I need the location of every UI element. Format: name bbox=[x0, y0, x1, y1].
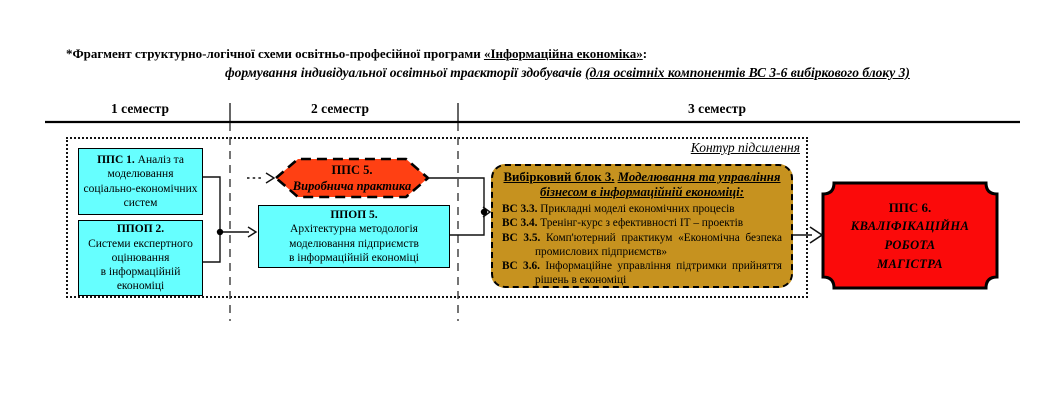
elective-item-3-3 bbox=[502, 202, 782, 216]
elective-block-title-bold: Вибірковий блок 3. bbox=[503, 170, 615, 184]
elective-item-3-5-code: ВС 3.5. bbox=[502, 231, 541, 244]
course-pps6-line3: МАГІСТРА bbox=[877, 256, 943, 271]
semester-3-header: 3 семестр bbox=[688, 101, 746, 116]
course-pps1-code: ППС 1. bbox=[97, 154, 135, 166]
elective-item-3-5 bbox=[502, 231, 782, 259]
elective-block-title-italic: Моделювання та управління бізнесом в інформаційній економіці: bbox=[540, 170, 781, 200]
title-program-name: «Інформаційна економіка» bbox=[483, 46, 643, 61]
course-pps1-text bbox=[82, 153, 199, 210]
semester-1-header: 1 семестр bbox=[111, 101, 169, 116]
course-ppop2-title: Системи експертного оцінювання в інформаційній економіці bbox=[88, 237, 193, 293]
title-text: *Фрагмент структурно-логічної схеми освітньо-професійної програми bbox=[66, 46, 484, 61]
elective-item-3-4-code: ВС 3.4. bbox=[502, 217, 538, 230]
elective-item-3-4 bbox=[502, 216, 782, 230]
elective-item-3-6-code: ВС 3.6. bbox=[502, 260, 540, 273]
title-colon: : bbox=[642, 46, 648, 61]
course-pps5-title: Виробнича практика bbox=[292, 179, 412, 193]
elective-item-3-6 bbox=[502, 259, 782, 287]
course-box-ppop5 bbox=[258, 205, 450, 268]
course-ppop2-text bbox=[82, 222, 199, 293]
course-pps6-line1: КВАЛІФІКАЦІЙНА bbox=[850, 219, 970, 234]
course-pps5-code: ППС 5. bbox=[331, 162, 373, 177]
subtitle-scope: (для освітніх компонентів ВС 3-6 вибіркового блоку 3) bbox=[585, 65, 910, 80]
subtitle-text: формування індивідуальної освітньої траєкторії здобувачів bbox=[225, 65, 586, 80]
diagram-title bbox=[66, 46, 1006, 62]
course-ppop2-code: ППОП 2. bbox=[116, 223, 165, 236]
course-pps6 bbox=[823, 183, 997, 288]
elective-block-3 bbox=[491, 164, 793, 288]
elective-item-3-5-text: Комп'ютерний практикум «Економічна безпека промислових підприємств» bbox=[535, 231, 783, 258]
course-ppop5-code: ППОП 5. bbox=[330, 209, 378, 221]
contour-label-text: Контур підсилення bbox=[690, 140, 800, 155]
course-box-pps1 bbox=[78, 148, 203, 215]
course-pps6-line2: РОБОТА bbox=[884, 237, 936, 252]
elective-block-title bbox=[502, 170, 782, 200]
course-ppop5-title: Архітектурна методологія моделювання підприємств в інформаційній економіці bbox=[289, 223, 419, 264]
course-ppop5-text bbox=[262, 208, 446, 265]
course-pps6-code: ППС 6. bbox=[888, 199, 932, 215]
course-box-ppop2 bbox=[78, 220, 203, 296]
course-pps5 bbox=[276, 159, 428, 197]
semester-2-header: 2 семестр bbox=[311, 101, 369, 116]
contour-label bbox=[634, 140, 800, 156]
course-pps1-title: Аналіз та моделювання соціально-економічних систем bbox=[83, 154, 198, 209]
elective-item-3-3-code: ВС 3.3. bbox=[502, 203, 538, 216]
diagram-subtitle bbox=[225, 65, 1015, 81]
elective-item-3-3-text: Прикладні моделі економічних процесів bbox=[540, 203, 735, 216]
elective-item-3-6-text: Інформаційне управління підтримки прийняття рішень в економіці bbox=[535, 260, 782, 287]
elective-item-3-4-text: Тренінг-курс з ефективності ІТ – проектів bbox=[540, 217, 744, 230]
